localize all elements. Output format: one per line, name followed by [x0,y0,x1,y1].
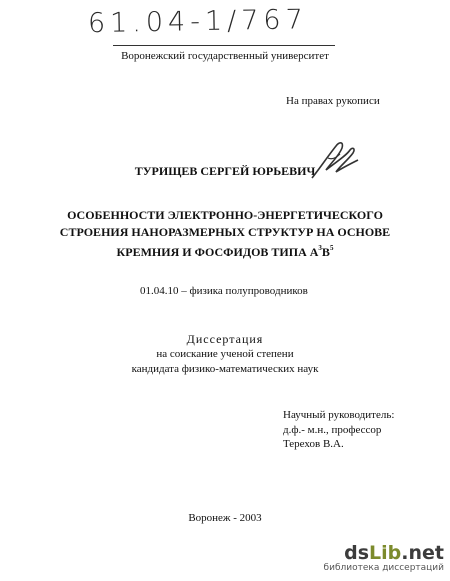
degree-line-1: на соискание ученой степени [156,348,294,360]
dissertation-title [40,207,410,261]
site-watermark [314,543,444,577]
supervisor-label: Научный руководитель: [283,409,395,421]
title-letter-b: В [321,245,330,259]
degree-line-2: кандидата физико-математических наук [131,363,319,375]
divider-line [113,45,335,46]
title-superscript-1: 3 [318,244,322,252]
rights-note: На правах рукописи [286,95,380,107]
title-line-3 [40,241,410,261]
supervisor-rank: д.ф.- м.н., профессор [283,424,382,436]
title-line-1: ОСОБЕННОСТИ ЭЛЕКТРОННО-ЭНЕРГЕТИЧЕСКОГО [67,208,383,222]
title-line-2: СТРОЕНИЯ НАНОРАЗМЕРНЫХ СТРУКТУР НА ОСНОВЕ [59,225,391,239]
handwritten-archive-number: 61.04-1/767 [87,4,309,40]
watermark-tagline: библиотека диссертаций [323,563,444,573]
watermark-logo [314,543,444,563]
specialty-code: 01.04.10 – физика полупроводников [140,285,308,297]
watermark-brand-tail: .net [401,542,444,564]
watermark-brand-accent: Lib [369,542,402,564]
dissertation-heading: Диссертация [186,332,264,346]
city-year: Воронеж - 2003 [188,512,262,524]
university-name: Воронежский государственный университет [121,50,329,62]
supervisor-name: Терехов В.А. [283,438,344,450]
title-superscript-2: 5 [329,244,334,252]
author-name: ТУРИЩЕВ СЕРГЕЙ ЮРЬЕВИЧ [134,164,316,178]
title-line-3-text: КРЕМНИЯ И ФОСФИДОВ ТИПА А [116,245,319,259]
signature-icon [306,138,362,184]
watermark-brand-main: ds [344,542,370,564]
